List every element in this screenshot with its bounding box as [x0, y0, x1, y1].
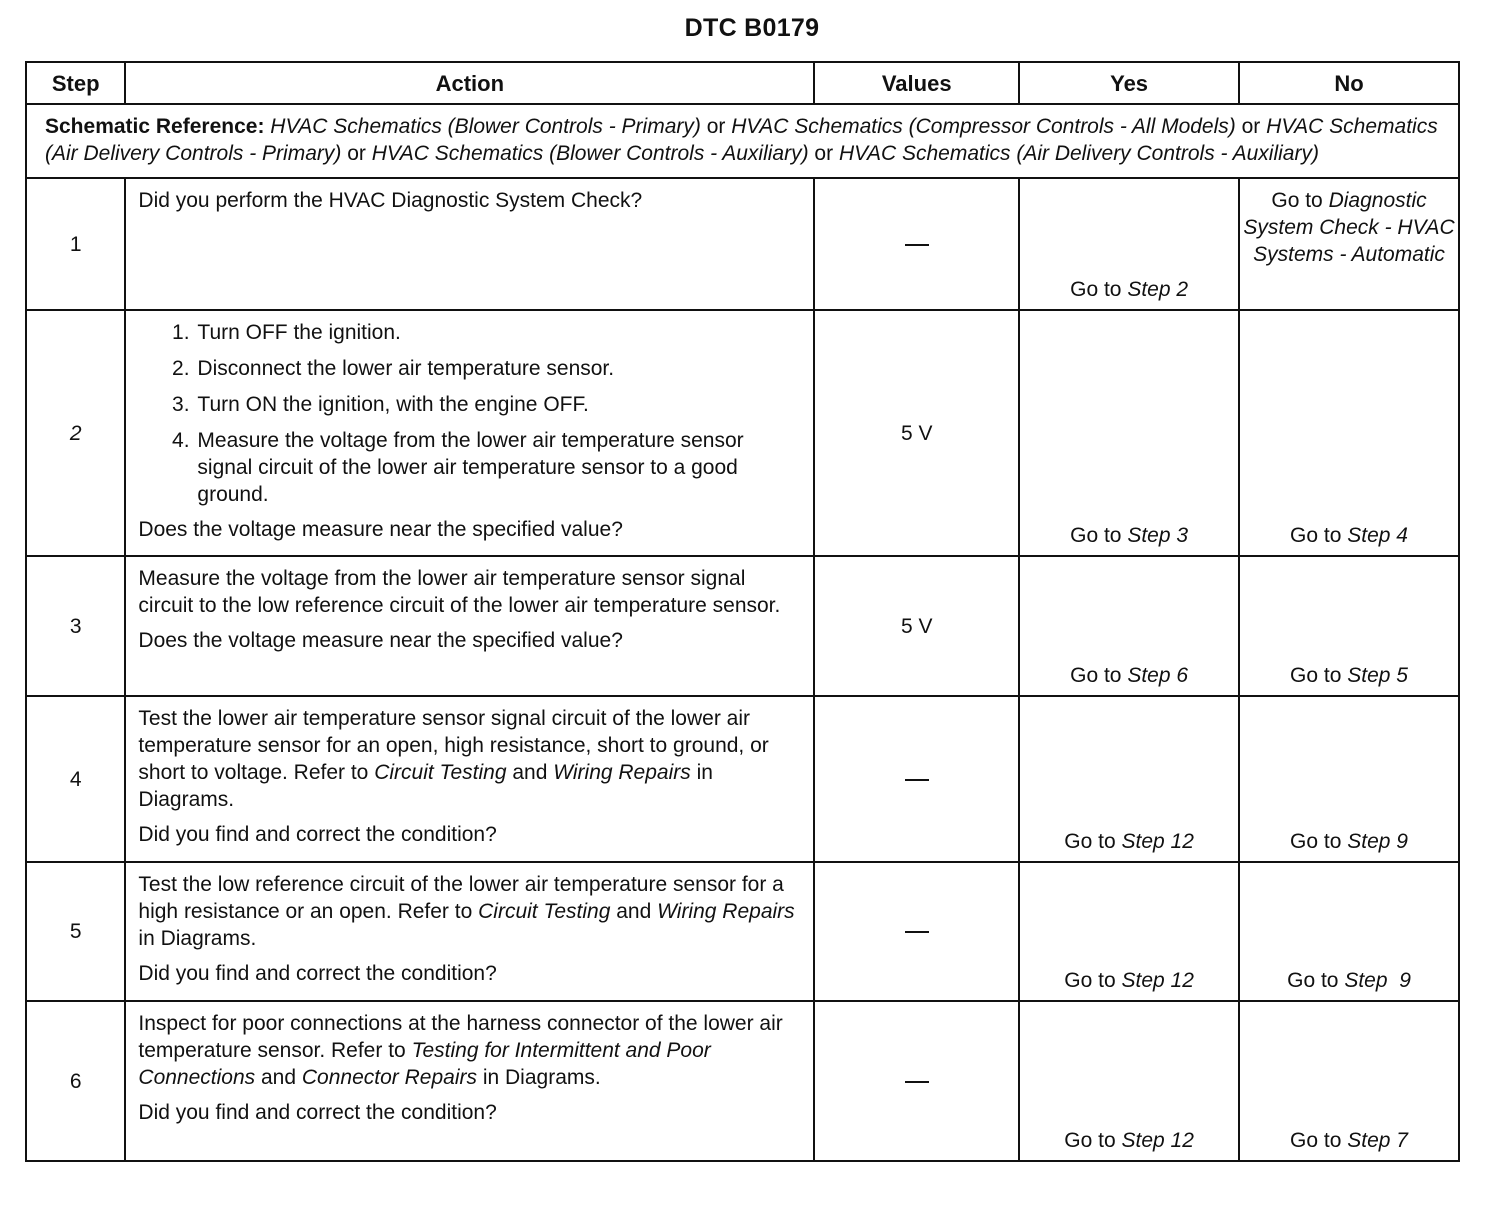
no-cell [1239, 696, 1459, 862]
schematic-ref-link[interactable]: HVAC Schematics (Blower Controls - Auxiliary) [371, 142, 809, 165]
goto-prefix: Go to [1070, 278, 1122, 301]
table-row [26, 1001, 1459, 1161]
action-text: Did you perform the HVAC Diagnostic System Check? [138, 189, 643, 212]
not-applicable-dash [905, 779, 929, 781]
joiner: and [261, 1066, 297, 1089]
list-item: 3. Turn ON the ignition, with the engine OFF. [195, 391, 801, 418]
value-cell [814, 1001, 1019, 1161]
reference-link[interactable]: Wiring Repairs [553, 761, 691, 784]
yes-link[interactable]: Step 12 [1121, 969, 1194, 992]
action-cell [125, 1001, 814, 1161]
no-cell [1239, 556, 1459, 696]
joiner: or [706, 115, 726, 138]
schematic-ref-link[interactable]: HVAC Schematics (Air Delivery Controls - Auxiliary) [838, 142, 1319, 165]
yes-cell [1019, 862, 1239, 1001]
goto-prefix: Go to [1064, 969, 1116, 992]
step-number [26, 310, 125, 556]
step-number-text: 2 [69, 421, 82, 445]
goto-prefix: Go to [1287, 969, 1339, 992]
step-number: 3 [26, 556, 125, 696]
no-cell [1239, 862, 1459, 1001]
action-body: Inspect for poor connections at the harness connector of the lower air temperature sensor. Refer to [138, 1012, 783, 1062]
goto-prefix: Go to [1070, 524, 1122, 547]
action-cell [125, 696, 814, 862]
action-cell [125, 862, 814, 1001]
goto-prefix: Go to [1271, 189, 1323, 212]
action-text: Measure the voltage from the lower air temperature sensor signal circuit to the low reference circuit of the lower air temperature sensor. [138, 567, 781, 617]
goto-prefix: Go to [1290, 524, 1342, 547]
goto-prefix: Go to [1070, 664, 1122, 687]
goto-prefix: Go to [1064, 1129, 1116, 1152]
joiner: or [1241, 115, 1261, 138]
no-link[interactable]: Step 4 [1347, 524, 1408, 547]
yes-cell [1019, 178, 1239, 310]
action-text [138, 1010, 801, 1091]
schematic-label: Schematic Reference: [45, 115, 265, 138]
table-row [26, 862, 1459, 1001]
action-question: Does the voltage measure near the specified value? [138, 518, 623, 541]
no-cell [1239, 310, 1459, 556]
reference-link[interactable]: Wiring Repairs [657, 900, 795, 923]
schematic-ref-link[interactable]: HVAC Schematics (Compressor Controls - All Models) [731, 115, 1236, 138]
action-question: Did you find and correct the condition? [138, 962, 497, 985]
no-link[interactable]: Step 7 [1347, 1129, 1408, 1152]
yes-cell [1019, 310, 1239, 556]
no-cell [1239, 1001, 1459, 1161]
goto-prefix: Go to [1290, 830, 1342, 853]
step-number: 4 [26, 696, 125, 862]
goto-prefix: Go to [1064, 830, 1116, 853]
table-row [26, 178, 1459, 310]
no-cell [1239, 178, 1459, 310]
table-row [26, 696, 1459, 862]
yes-link[interactable]: Step 2 [1127, 278, 1189, 301]
value-cell [814, 696, 1019, 862]
not-applicable-dash [905, 244, 929, 246]
goto-prefix: Go to [1290, 1129, 1342, 1152]
page-title: DTC B0179 [684, 14, 820, 42]
value-cell: 5 V [814, 310, 1019, 556]
header-no: No [1239, 62, 1459, 104]
list-item: 2. Disconnect the lower air temperature sensor. [195, 355, 801, 382]
action-suffix: in Diagrams. [138, 761, 713, 811]
action-cell [125, 178, 814, 310]
value-cell: 5 V [814, 556, 1019, 696]
no-link[interactable]: Diagnostic System Check - HVAC Systems - Automatic [1243, 189, 1455, 266]
reference-link[interactable]: Connector Repairs [301, 1066, 477, 1089]
yes-cell [1019, 556, 1239, 696]
header-values: Values [814, 62, 1019, 104]
action-question: Did you find and correct the condition? [138, 823, 497, 846]
header-action: Action [125, 62, 814, 104]
header-row [26, 62, 1459, 104]
reference-link[interactable]: Circuit Testing [478, 900, 611, 923]
action-suffix: in Diagrams. [482, 1066, 601, 1089]
yes-link[interactable]: Step 6 [1127, 664, 1189, 687]
table-row [26, 310, 1459, 556]
no-link[interactable]: Step 9 [1344, 969, 1411, 992]
list-item: 1. Turn OFF the ignition. [195, 319, 801, 346]
schematic-row [26, 104, 1459, 178]
table-row [26, 556, 1459, 696]
action-list [138, 319, 801, 508]
yes-link[interactable]: Step 3 [1127, 524, 1189, 547]
joiner: and [616, 900, 652, 923]
header-yes: Yes [1019, 62, 1239, 104]
action-body: Test the lower air temperature sensor signal circuit of the lower air temperature sensor for an open, high resistance, short to ground, or short to voltage. Refer to [138, 707, 769, 784]
yes-link[interactable]: Step 12 [1121, 1129, 1194, 1152]
yes-link[interactable]: Step 12 [1121, 830, 1194, 853]
schematic-ref-link[interactable]: HVAC Schematics (Air Delivery Controls - Primary) [45, 115, 1438, 165]
reference-link[interactable]: Testing for Intermittent and Poor Connections [138, 1039, 711, 1089]
yes-cell [1019, 696, 1239, 862]
action-text [138, 705, 801, 813]
reference-link[interactable]: Circuit Testing [374, 761, 507, 784]
not-applicable-dash [905, 1081, 929, 1083]
action-suffix: in Diagrams. [138, 927, 257, 950]
schematic-ref-link[interactable]: HVAC Schematics (Blower Controls - Primary) [270, 115, 701, 138]
action-question: Did you find and correct the condition? [138, 1101, 497, 1124]
no-link[interactable]: Step 9 [1347, 830, 1408, 853]
step-number: 1 [26, 178, 125, 310]
action-question: Does the voltage measure near the specified value? [138, 629, 623, 652]
action-cell [125, 310, 814, 556]
list-item: 4. Measure the voltage from the lower air temperature sensor signal circuit of the lower air temperature sensor to a good ground. [195, 427, 801, 508]
value-cell [814, 862, 1019, 1001]
joiner: or [814, 142, 834, 165]
goto-prefix: Go to [1290, 664, 1342, 687]
not-applicable-dash [905, 931, 929, 933]
joiner: or [347, 142, 366, 165]
action-body: Test the low reference circuit of the lower air temperature sensor for a high resistance or an open. Refer to [138, 873, 784, 923]
no-link[interactable]: Step 5 [1347, 664, 1408, 687]
joiner: and [512, 761, 548, 784]
action-cell [125, 556, 814, 696]
step-number: 6 [26, 1001, 125, 1161]
yes-cell [1019, 1001, 1239, 1161]
value-cell [814, 178, 1019, 310]
schematic-reference [26, 104, 1459, 178]
header-step: Step [26, 62, 125, 104]
action-text [138, 871, 801, 952]
step-number: 5 [26, 862, 125, 1001]
diagnostic-table [25, 61, 1460, 1162]
